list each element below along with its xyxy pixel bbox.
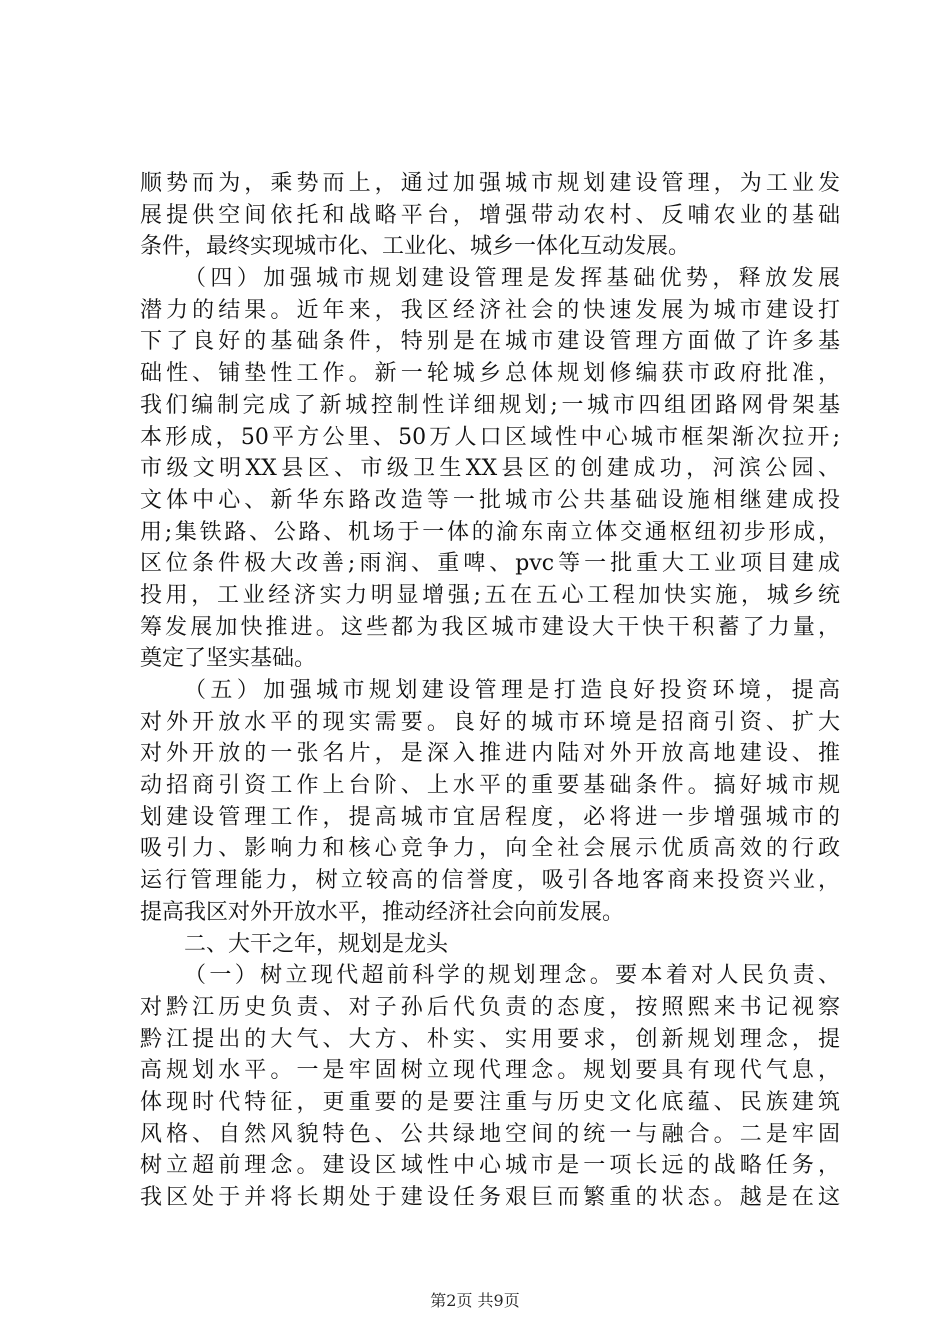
text-line: 对外开放水平的现实需要。良好的城市环境是招商引资、扩大 <box>140 709 840 735</box>
text-line: 用;集铁路、公路、机场于一体的渝东南立体交通枢纽初步形成， <box>140 519 840 545</box>
text-line: 奠定了坚实基础。 <box>140 646 317 672</box>
text-line: 吸引力、影响力和核心竞争力，向全社会展示优质高效的行政 <box>140 836 840 862</box>
text-line: 潜力的结果。近年来，我区经济社会的快速发展为城市建设打 <box>140 297 840 323</box>
text-line: 动招商引资工作上台阶、上水平的重要基础条件。搞好城市规 <box>140 773 840 799</box>
text-line: 划建设管理工作，提高城市宜居程度，必将进一步增强城市的 <box>140 804 840 830</box>
text-line: （五）加强城市规划建设管理是打造良好投资环境，提高 <box>184 678 840 703</box>
text-line: （一）树立现代超前科学的规划理念。要本着对人民负责、 <box>184 963 840 989</box>
text-line: 展提供空间依托和战略平台，增强带动农村、反哺农业的基础 <box>140 202 840 228</box>
text-line: 区位条件极大改善;雨润、重啤、pvc等一批重大工业项目建成 <box>140 551 840 577</box>
text-line: 下了良好的基础条件，特别是在城市建设管理方面做了许多基 <box>140 329 840 355</box>
text-line: 市级文明XX县区、市级卫生XX县区的创建成功，河滨公园、 <box>140 456 840 482</box>
text-line: 树立超前理念。建设区域性中心城市是一项长远的战略任务， <box>140 1153 840 1179</box>
text-line: 黔江提出的大气、大方、朴实、实用要求，创新规划理念，提 <box>140 1026 840 1052</box>
text-line: 条件，最终实现城市化、工业化、城乡一体化互动发展。 <box>140 234 691 260</box>
text-line: 顺势而为，乘势而上，通过加强城市规划建设管理，为工业发 <box>140 171 840 196</box>
text-line: 提高我区对外开放水平，推动经济社会向前发展。 <box>140 899 625 925</box>
text-line: （四）加强城市规划建设管理是发挥基础优势，释放发展 <box>184 266 840 292</box>
text-line: 体现时代特征，更重要的是要注重与历史文化底蕴、民族建筑 <box>140 1089 840 1115</box>
text-line: 对外开放的一张名片，是深入推进内陆对外开放高地建设、推 <box>140 741 840 767</box>
text-line: 风格、自然风貌特色、公共绿地空间的统一与融合。二是牢固 <box>140 1121 840 1147</box>
text-line: 我区处于并将长期处于建设任务艰巨而繁重的状态。越是在这 <box>140 1185 840 1210</box>
body-text <box>140 168 840 1214</box>
text-line: 二、大干之年，规划是龙头 <box>184 931 449 957</box>
text-line: 筹发展加快推进。这些都为我区城市建设大干快干积蓄了力量， <box>140 614 840 640</box>
page-footer: 第2页 共9页 <box>430 1291 520 1310</box>
text-line: 我们编制完成了新城控制性详细规划;一城市四组团路网骨架基 <box>140 392 840 418</box>
text-line: 运行管理能力，树立较高的信誉度，吸引各地客商来投资兴业， <box>140 868 840 894</box>
text-line: 本形成，50平方公里、50万人口区域性中心城市框架渐次拉开; <box>140 424 840 450</box>
text-line: 文体中心、新华东路改造等一批城市公共基础设施相继建成投 <box>140 487 840 513</box>
text-line: 投用，工业经济实力明显增强;五在五心工程加快实施，城乡统 <box>140 582 840 608</box>
text-line: 高规划水平。一是牢固树立现代理念。规划要具有现代气息， <box>140 1058 840 1084</box>
text-line: 础性、铺垫性工作。新一轮城乡总体规划修编获市政府批准， <box>140 361 840 387</box>
text-line: 对黔江历史负责、对子孙后代负责的态度，按照熙来书记视察 <box>140 994 840 1020</box>
